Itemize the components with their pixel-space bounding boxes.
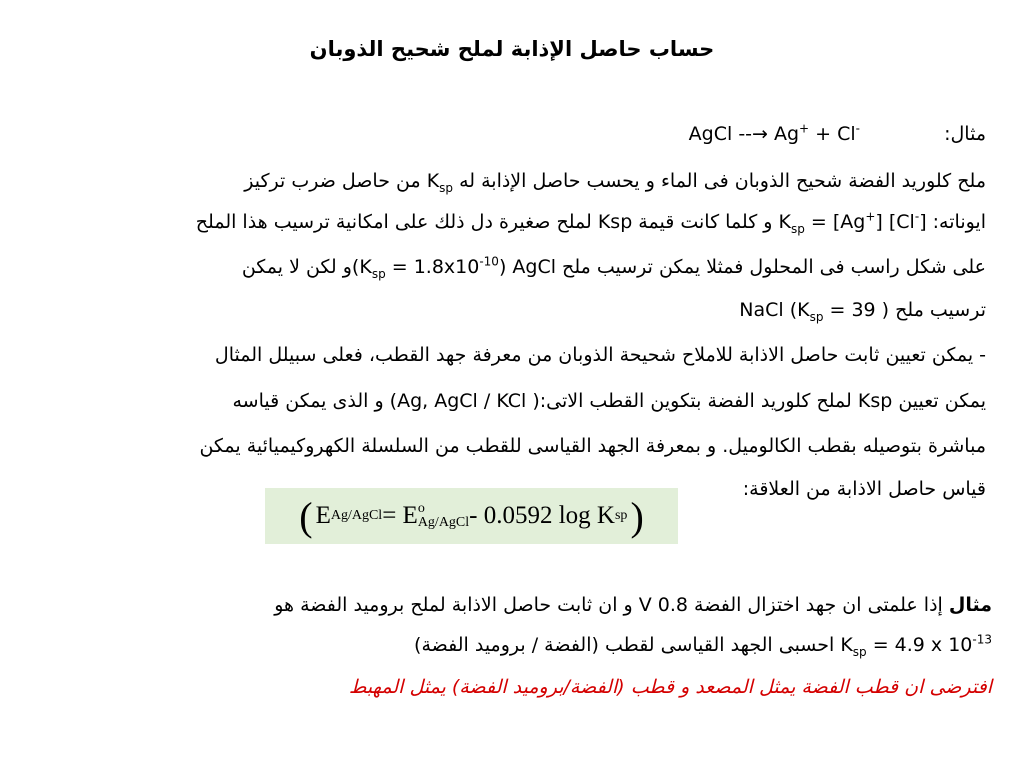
text-line-5: ترسيب ملح NaCl ($K_{sp} = 39$ )	[739, 299, 986, 324]
formula-close-paren: )	[630, 493, 644, 539]
example2-line-1: مثال إذا علمتى ان جهد اختزال الفضة 0.8 V و ان ثابت حاصل الاذابة لملح بروميد الفضة هو	[274, 594, 992, 616]
text-line-8: مباشرة بتوصيله بقطب الكالوميل. و بمعرفة الجهد القياسى للقطب من السلسلة الكهروكيميائية يمكن	[199, 435, 986, 457]
reaction-equation: AgCl --→ Ag+ + Cl-	[688, 121, 860, 145]
example-line	[689, 121, 986, 147]
example2-label: مثال	[948, 594, 992, 616]
text-line-6: - يمكن تعيين ثابت حاصل الاذابة للاملاح شحيحة الذوبان من معرفة جهد القطب، فعلى سبيلل المثال	[214, 344, 986, 366]
example2-line-2: $K_{sp} = 4.9$ x $10^{-13}$ احسبى الجهد القياسى لقطب (الفضة / بروميد الفضة)	[414, 632, 992, 659]
page-title: حساب حاصل الإذابة لملح شحيح الذوبان	[309, 37, 715, 61]
text-line-7: يمكن تعيين Ksp لملح كلوريد الفضة بتكوين القطب الاتى:( Ag, AgCl / KCl) و الذى يمكن قياسه	[232, 390, 986, 412]
text-line-4: على شكل راسب فى المحلول فمثلا يمكن ترسيب ملح AgCl ($K_{sp}$ = $1.8x10^{-10})و$ لكن لا يمكن	[241, 254, 986, 281]
text-line-3: ايوناته: $K_{sp} = [Ag^+]$ [Cl-] و كلما كانت قيمة Ksp لملح صغيرة دل ذلك على امكانية ترسيب هذا الملح	[195, 209, 986, 236]
formula-open-paren: (	[299, 493, 313, 539]
text-line-9: قياس حاصل الاذابة من العلاقة:	[742, 478, 986, 500]
example2-hint: افترضى ان قطب الفضة يمثل المصعد و قطب (الفضة/بروميد الفضة) يمثل المهبط	[348, 676, 992, 698]
nernst-formula: ( E Ag/AgCl = E o Ag/AgCl - 0.0592 log K sp )	[265, 488, 678, 544]
example-label: مثال:	[944, 123, 986, 145]
text-line-2: ملح كلوريد الفضة شحيح الذوبان فى الماء و يحسب حاصل الإذابة له $K_{sp}$ من حاصل ضرب تركيز	[244, 170, 986, 195]
